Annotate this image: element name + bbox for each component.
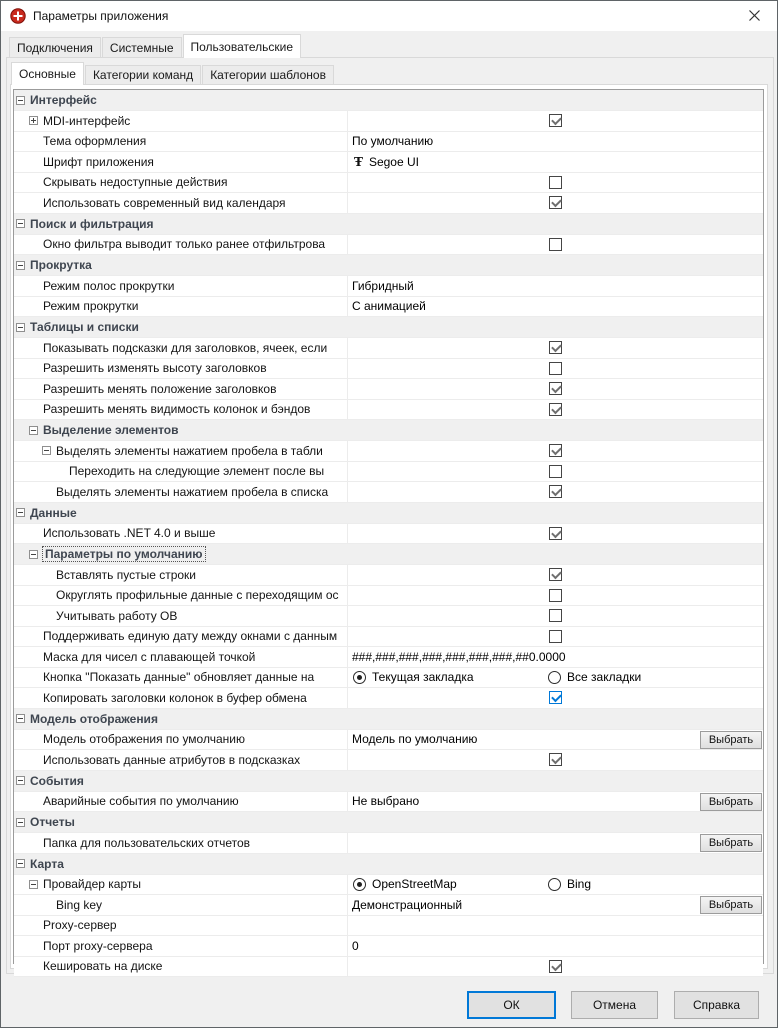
checkbox[interactable] — [549, 568, 562, 581]
category-row[interactable] — [14, 420, 763, 441]
property-label-cell — [14, 854, 347, 874]
property-label: Поиск и фильтрация — [30, 216, 154, 231]
property-value-cell — [347, 152, 763, 172]
property-label: Кешировать на диске — [43, 959, 163, 974]
property-label-cell — [14, 957, 347, 977]
property-label: Режим прокрутки — [43, 299, 139, 314]
property-label: Шрифт приложения — [43, 154, 154, 169]
property-value[interactable]: Не выбрано — [352, 794, 420, 809]
property-label: Карта — [30, 856, 64, 871]
property-value-cell — [347, 606, 763, 626]
property-row[interactable] — [14, 276, 763, 297]
expander-spacer — [29, 281, 42, 290]
property-label-cell — [14, 503, 347, 523]
property-grid[interactable] — [13, 89, 764, 974]
tab-label: Основные — [19, 67, 76, 81]
radio-option[interactable] — [353, 670, 548, 684]
category-row[interactable] — [14, 854, 763, 875]
font-icon: Ŧ — [354, 154, 363, 169]
tab-label: Категории команд — [92, 68, 194, 82]
expander-spacer — [29, 240, 42, 249]
expander-spacer — [29, 693, 42, 702]
property-value-cell — [347, 627, 763, 647]
checkbox[interactable] — [549, 362, 562, 375]
property-label-cell — [14, 750, 347, 770]
category-row[interactable] — [14, 255, 763, 276]
property-label: Использовать современный вид календаря — [43, 195, 286, 210]
property-value-cell — [347, 792, 763, 812]
property-label: Переходить на следующие элемент после вы — [69, 464, 325, 479]
minus-expander-icon[interactable] — [16, 323, 25, 332]
property-label: Тема оформления — [43, 134, 147, 149]
property-value-cell — [347, 875, 763, 895]
property-row[interactable] — [14, 627, 763, 648]
property-value[interactable]: 0 — [352, 938, 359, 953]
property-row[interactable] — [14, 875, 763, 896]
tab-connections[interactable] — [9, 37, 101, 58]
property-row[interactable] — [14, 750, 763, 771]
property-label-cell — [14, 379, 347, 399]
property-row[interactable] — [14, 730, 763, 751]
property-label: Bing key — [56, 897, 103, 912]
property-value[interactable]: ###,###,###,###,###,###,###,##0.0000 — [352, 649, 566, 664]
property-label: Выделять элементы нажатием пробела в табли — [56, 443, 323, 458]
category-row[interactable] — [14, 544, 763, 565]
property-label-cell — [14, 668, 347, 688]
property-label: Параметры по умолчанию — [45, 547, 203, 561]
checkbox[interactable] — [549, 691, 562, 704]
select-button[interactable]: Выбрать — [700, 834, 762, 852]
property-label: Вставлять пустые строки — [56, 567, 197, 582]
property-label-cell — [14, 627, 347, 647]
property-label: Выделение элементов — [43, 423, 179, 437]
property-value-cell — [347, 854, 763, 874]
property-label-cell — [14, 214, 347, 234]
property-row[interactable] — [14, 132, 763, 153]
category-row[interactable] — [14, 771, 763, 792]
property-label: Скрывать недоступные действия — [43, 175, 228, 190]
property-row[interactable] — [14, 895, 763, 916]
property-value-cell — [347, 111, 763, 131]
select-button[interactable]: Выбрать — [700, 793, 762, 811]
checkbox[interactable] — [549, 485, 562, 498]
property-label: Папка для пользовательских отчетов — [43, 835, 251, 850]
expander-spacer — [29, 755, 42, 764]
property-label-cell — [14, 833, 347, 853]
property-row[interactable] — [14, 441, 763, 462]
property-label-cell — [14, 730, 347, 750]
checkbox[interactable] — [549, 176, 562, 189]
property-value-cell — [347, 833, 763, 853]
property-label: MDI-интерфейс — [43, 113, 131, 128]
checkbox[interactable] — [549, 527, 562, 540]
select-button[interactable]: Выбрать — [700, 896, 762, 914]
property-value-cell — [347, 586, 763, 606]
property-label-cell — [14, 895, 347, 915]
property-row[interactable] — [14, 338, 763, 359]
radio-option[interactable] — [353, 877, 548, 891]
property-row[interactable] — [14, 668, 763, 689]
property-label: Провайдер карты — [43, 877, 141, 892]
property-value[interactable]: С анимацией — [352, 299, 426, 314]
property-label-cell — [14, 338, 347, 358]
property-label-cell — [14, 565, 347, 585]
expander-spacer — [29, 632, 42, 641]
tab-system[interactable] — [102, 37, 182, 58]
property-row[interactable] — [14, 957, 763, 978]
tab-command-categories[interactable] — [85, 65, 201, 85]
property-row[interactable] — [14, 565, 763, 586]
property-value[interactable]: Модель по умолчанию — [352, 732, 478, 747]
property-value-cell — [347, 173, 763, 193]
property-label-cell — [14, 771, 347, 791]
property-value[interactable]: Segoe UI — [368, 154, 419, 169]
minus-expander-icon[interactable] — [16, 96, 25, 105]
checkbox[interactable] — [549, 238, 562, 251]
property-row[interactable] — [14, 586, 763, 607]
titlebar[interactable] — [1, 1, 777, 31]
property-label-cell — [14, 441, 347, 461]
property-label-cell — [14, 173, 347, 193]
property-value-cell — [347, 193, 763, 213]
expander-spacer — [29, 384, 42, 393]
property-label-cell — [14, 936, 347, 956]
checkbox[interactable] — [549, 630, 562, 643]
expander-spacer — [29, 157, 42, 166]
property-value-cell — [347, 359, 763, 379]
property-label: Поддерживать единую дату между окнами с данным — [43, 629, 338, 644]
property-value-cell — [347, 771, 763, 791]
minus-expander-icon[interactable] — [16, 776, 25, 785]
checkbox[interactable] — [549, 589, 562, 602]
checkbox[interactable] — [549, 609, 562, 622]
expander-spacer — [42, 570, 55, 579]
property-label-cell — [14, 875, 347, 895]
close-icon — [749, 10, 760, 21]
property-label: Порт proxy-сервера — [43, 938, 153, 953]
property-row[interactable] — [14, 482, 763, 503]
property-row[interactable] — [14, 916, 763, 937]
expander-spacer — [29, 735, 42, 744]
property-label: Показывать подсказки для заголовков, ячеек, если — [43, 340, 328, 355]
property-label: Таблицы и списки — [30, 320, 139, 334]
property-label: Маска для чисел с плавающей точкой — [43, 649, 256, 664]
expander-spacer — [29, 343, 42, 352]
minus-expander-icon[interactable] — [29, 426, 38, 435]
property-label: Кнопка "Показать данные" обновляет данные на — [43, 670, 315, 685]
property-value-cell — [347, 709, 763, 729]
property-label-cell — [14, 812, 347, 832]
radio-icon — [353, 671, 366, 684]
property-row[interactable] — [14, 792, 763, 813]
property-row[interactable] — [14, 235, 763, 256]
property-row[interactable] — [14, 111, 763, 132]
expander-spacer — [29, 962, 42, 971]
property-label: Округлять профильные данные с переходящим ос — [56, 588, 339, 603]
property-label-cell — [14, 916, 347, 936]
radio-label: Bing — [567, 877, 592, 892]
help-button[interactable]: Справка — [674, 991, 759, 1019]
property-value-cell — [347, 482, 763, 502]
property-label: Разрешить менять положение заголовков — [43, 381, 277, 396]
property-label-cell — [14, 90, 347, 110]
property-label-cell — [14, 586, 347, 606]
minus-expander-icon[interactable] — [42, 446, 51, 455]
checkbox[interactable] — [549, 960, 562, 973]
property-label: Использовать .NET 4.0 и выше — [43, 526, 216, 541]
radio-label: Текущая закладка — [372, 670, 474, 685]
property-label: Окно фильтра выводит только ранее отфильтрова — [43, 237, 326, 252]
property-label: Использовать данные атрибутов в подсказках — [43, 752, 301, 767]
property-label-cell — [14, 297, 347, 317]
expander-spacer — [29, 797, 42, 806]
expander-spacer — [42, 591, 55, 600]
property-label: События — [30, 773, 84, 788]
radio-label: Все закладки — [567, 670, 642, 685]
tab-strip-main — [9, 34, 302, 58]
minus-expander-icon[interactable] — [16, 714, 25, 723]
property-label: Выделять элементы нажатием пробела в списка — [56, 484, 329, 499]
property-label-cell — [14, 400, 347, 420]
property-value-cell — [347, 916, 763, 936]
expander-spacer — [29, 137, 42, 146]
property-label: Данные — [30, 505, 77, 520]
tab-template-categories[interactable] — [202, 65, 334, 85]
checkbox[interactable] — [549, 403, 562, 416]
expander-spacer — [29, 198, 42, 207]
property-value-cell — [347, 462, 763, 482]
property-value-cell — [347, 957, 763, 977]
property-label: Аварийные события по умолчанию — [43, 794, 239, 809]
category-row[interactable] — [14, 812, 763, 833]
property-label: Интерфейс — [30, 93, 97, 107]
radio-icon — [548, 878, 561, 891]
property-label-cell — [14, 482, 347, 502]
property-value-cell — [347, 936, 763, 956]
category-row[interactable] — [14, 90, 763, 111]
property-value-cell — [347, 565, 763, 585]
property-label: Отчеты — [30, 815, 75, 829]
expander-spacer — [55, 467, 68, 476]
checkbox[interactable] — [549, 341, 562, 354]
category-row[interactable] — [14, 317, 763, 338]
tab-user[interactable] — [183, 34, 302, 58]
expander-spacer — [42, 900, 55, 909]
minus-expander-icon[interactable] — [16, 859, 25, 868]
expander-spacer — [29, 178, 42, 187]
expander-spacer — [29, 921, 42, 930]
property-row[interactable] — [14, 297, 763, 318]
property-value-cell — [347, 276, 763, 296]
property-label-cell — [14, 420, 347, 440]
property-value-cell — [347, 544, 763, 564]
property-label: Учитывать работу ОВ — [56, 608, 178, 623]
property-value-cell — [347, 235, 763, 255]
property-value-cell — [347, 750, 763, 770]
property-row[interactable] — [14, 647, 763, 668]
property-label-cell — [14, 111, 347, 131]
expander-spacer — [29, 302, 42, 311]
checkbox[interactable] — [549, 196, 562, 209]
tab-general[interactable] — [11, 62, 84, 85]
property-value-cell — [347, 524, 763, 544]
property-label: Модель отображения по умолчанию — [43, 732, 245, 747]
radio-option[interactable] — [548, 670, 641, 684]
minus-expander-icon[interactable] — [16, 261, 25, 270]
property-value-cell — [347, 90, 763, 110]
minus-expander-icon[interactable] — [16, 818, 25, 827]
property-value-cell — [347, 812, 763, 832]
tab-label: Пользовательские — [190, 39, 294, 54]
radio-label: OpenStreetMap — [372, 877, 457, 892]
tab-label: Подключения — [17, 40, 93, 55]
property-value-cell — [347, 688, 763, 708]
property-label-cell — [14, 359, 347, 379]
app-icon — [10, 8, 26, 24]
property-value-cell — [347, 214, 763, 234]
window-title: Параметры приложения — [33, 9, 169, 23]
property-label-cell — [14, 276, 347, 296]
expander-spacer — [29, 529, 42, 538]
checkbox[interactable] — [549, 753, 562, 766]
checkbox[interactable] — [549, 382, 562, 395]
property-label-cell — [14, 462, 347, 482]
category-row[interactable] — [14, 503, 763, 524]
property-label-cell — [14, 255, 347, 275]
select-button[interactable]: Выбрать — [700, 731, 762, 749]
property-label: Модель отображения — [30, 711, 158, 726]
property-label-cell — [14, 235, 347, 255]
property-label: Разрешить изменять высоту заголовков — [43, 361, 267, 376]
tab-strip-sub — [11, 62, 335, 85]
property-label-cell — [14, 524, 347, 544]
property-row[interactable] — [14, 400, 763, 421]
property-label-cell — [14, 193, 347, 213]
property-value[interactable]: Демонстрационный — [352, 897, 463, 912]
property-value-cell — [347, 420, 763, 440]
property-label-cell — [14, 792, 347, 812]
property-label-cell — [14, 688, 347, 708]
property-value-cell — [347, 317, 763, 337]
property-label-cell — [14, 132, 347, 152]
property-value-cell — [347, 730, 763, 750]
minus-expander-icon[interactable] — [29, 550, 38, 559]
category-row[interactable] — [14, 214, 763, 235]
property-label-cell — [14, 647, 347, 667]
property-row[interactable] — [14, 936, 763, 957]
property-value-cell — [347, 379, 763, 399]
checkbox[interactable] — [549, 465, 562, 478]
property-row[interactable] — [14, 688, 763, 709]
property-value-cell — [347, 255, 763, 275]
property-label-cell — [14, 709, 347, 729]
property-value-cell — [347, 400, 763, 420]
checkbox[interactable] — [549, 444, 562, 457]
property-value-cell — [347, 297, 763, 317]
checkbox[interactable] — [549, 114, 562, 127]
property-label: Proxy-сервер — [43, 918, 117, 933]
radio-option[interactable] — [548, 877, 591, 891]
property-row[interactable] — [14, 833, 763, 854]
property-value-cell — [347, 441, 763, 461]
tab-label: Категории шаблонов — [210, 68, 326, 82]
expander-spacer — [29, 673, 42, 682]
expander-spacer — [29, 941, 42, 950]
cancel-button[interactable]: Отмена — [571, 991, 658, 1019]
expander-spacer — [29, 405, 42, 414]
property-value-cell — [347, 132, 763, 152]
property-row[interactable] — [14, 173, 763, 194]
property-row[interactable] — [14, 462, 763, 483]
property-label: Разрешить менять видимость колонок и бэндов — [43, 402, 311, 417]
property-row[interactable] — [14, 359, 763, 380]
minus-expander-icon[interactable] — [29, 880, 38, 889]
property-value-cell — [347, 338, 763, 358]
category-row[interactable] — [14, 709, 763, 730]
property-value-cell — [347, 895, 763, 915]
plus-expander-icon[interactable] — [29, 116, 38, 125]
property-label-cell — [14, 152, 347, 172]
tab-label: Системные — [109, 40, 174, 55]
expander-spacer — [42, 611, 55, 620]
property-value[interactable]: Гибридный — [352, 278, 414, 293]
property-row[interactable] — [14, 193, 763, 214]
property-value-cell — [347, 503, 763, 523]
property-label-cell — [14, 606, 347, 626]
radio-icon — [353, 878, 366, 891]
property-label-cell — [14, 317, 347, 337]
property-row[interactable] — [14, 379, 763, 400]
property-label-cell — [14, 544, 347, 564]
radio-icon — [548, 671, 561, 684]
property-label: Копировать заголовки колонок в буфер обмена — [43, 690, 307, 705]
property-label: Режим полос прокрутки — [43, 278, 175, 293]
minus-expander-icon[interactable] — [16, 219, 25, 228]
minus-expander-icon[interactable] — [16, 508, 25, 517]
property-value[interactable]: По умолчанию — [352, 134, 434, 149]
expander-spacer — [29, 838, 42, 847]
property-label: Прокрутка — [30, 258, 92, 272]
close-button[interactable] — [732, 1, 777, 30]
expander-spacer — [29, 652, 42, 661]
ok-button[interactable]: ОК — [467, 991, 556, 1019]
property-value-cell — [347, 647, 763, 667]
expander-spacer — [42, 487, 55, 496]
property-row[interactable] — [14, 524, 763, 545]
expander-spacer — [29, 364, 42, 373]
property-value-cell — [347, 668, 763, 688]
property-row[interactable] — [14, 606, 763, 627]
property-row[interactable] — [14, 152, 763, 173]
